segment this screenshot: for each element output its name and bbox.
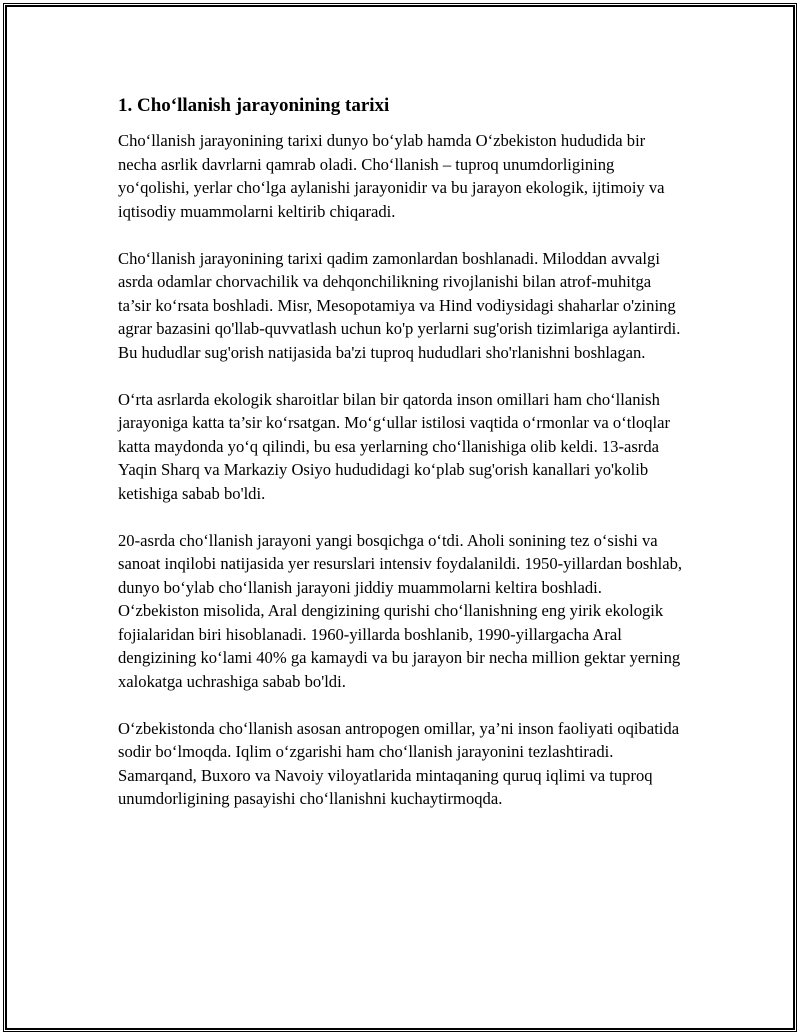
paragraph-1: Cho‘llanish jarayonining tarixi dunyo bo‘ylab hamda O‘zbekiston hududida bir necha asrlik davrlarni qamrab oladi. Cho‘llanish – tuproq unumdorligining yo‘qolishi, yerlar cho‘lga aylanishi jarayonidir va bu jarayon ekologik, ijtimoiy va iqtisodiy muammolarni keltirib chiqaradi. [118,131,665,221]
section-title: 1. Cho‘llanish jarayonining tarixi [118,95,390,116]
paragraph-2: Cho‘llanish jarayonining tarixi qadim zamonlardan boshlanadi. Miloddan avvalgi asrda odamlar chorvachilik va dehqonchilikning rivojlanishi bilan atrof-muhitga ta’sir ko‘rsata boshladi. Misr, Mesopotamiya va Hind vodiysidagi shaharlar o'zining agrar bazasini qo'llab-quvvatlash uchun ko'p yerlarni sug'orish tizimlariga aylantirdi. Bu hududlar sug'orish natijasida ba'zi tuproq hududlari sho'rlanishni boshlagan. [118,248,681,362]
paragraph-4: 20-asrda cho‘llanish jarayoni yangi bosqichga o‘tdi. Aholi sonining tez o‘sishi va sanoat inqilobi natijasida yer resurslari intensiv foydalanildi. 1950-yillardan boshlab, dunyo bo‘ylab cho‘llanish jarayoni jiddiy muammolarni keltira boshladi. O‘zbekiston misolida, Aral dengizining qurishi cho‘llanishning eng yirik ekologik fojialaridan biri hisoblanadi. 1960-yillarda boshlanib, 1990-yillargacha Aral dengizining ko‘lami 40% ga kamaydi va bu jarayon bir necha million gektar yerning xalokatga uchrashiga sabab bo'ldi. [118,530,683,691]
paragraph-5: O‘zbekistonda cho‘llanish asosan antropogen omillar, ya’ni inson faoliyati oqibatida sodir bo‘lmoqda. Iqlim o‘zgarishi ham cho‘llanish jarayonini tezlashtiradi. Samarqand, Buxoro va Navoiy viloyatlarida mintaqaning quruq iqlimi va tuproq unumdorligining pasayishi cho‘llanishni kuchaytirmoqda. [118,718,680,808]
paragraph-3: O‘rta asrlarda ekologik sharoitlar bilan bir qatorda inson omillari ham cho‘llanish jarayoniga katta ta’sir ko‘rsatgan. Mo‘g‘ullar istilosi vaqtida o‘rmonlar va o‘tloqlar katta maydonda yo‘q qilindi, bu esa yerlarning cho‘llanishiga olib keldi. 13-asrda Yaqin Sharq va Markaziy Osiyo hududidagi ko‘plab sug'orish kanallari yo'kolib ketishiga sabab bo'ldi. [118,389,671,503]
document-body [118,93,683,834]
